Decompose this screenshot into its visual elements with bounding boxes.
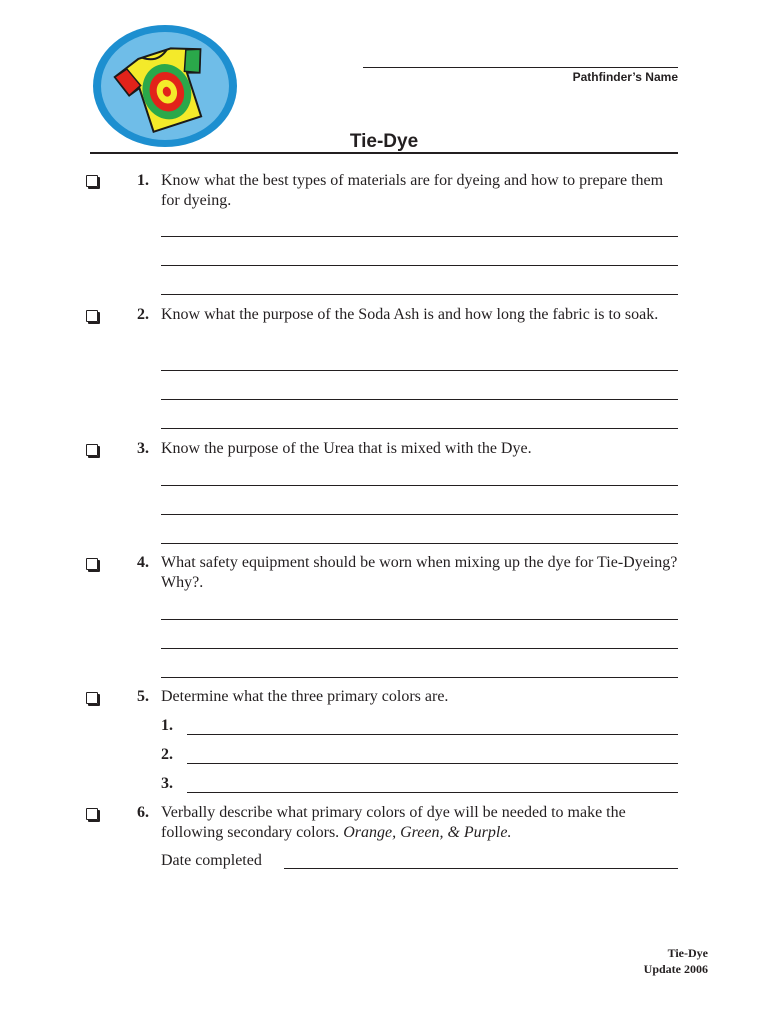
pathfinder-name-label: Pathfinder’s Name [572,70,678,84]
question-2-text: Know what the purpose of the Soda Ash is and how long the fabric is to soak. [161,306,659,323]
question-4-checkbox[interactable] [86,558,98,570]
answer-line[interactable] [161,485,678,486]
answer-line[interactable] [161,648,678,649]
question-4-number: 4. [137,554,149,571]
question-6-checkbox[interactable] [86,808,98,820]
question-3-text: Know the purpose of the Urea that is mixed with the Dye. [161,440,532,457]
question-1-text: Know what the best types of materials are for dyeing and how to prepare them for dyeing. [161,172,664,209]
primary-color-3-line[interactable] [187,792,678,793]
answer-line[interactable] [161,294,678,295]
primary-color-3-number: 3. [161,775,173,792]
footer [644,945,708,977]
primary-color-2-number: 2. [161,746,173,763]
answer-line[interactable] [161,514,678,515]
pathfinder-name-line[interactable] [363,67,678,68]
date-completed-line[interactable] [284,868,678,869]
primary-color-1-number: 1. [161,717,173,734]
question-5-text: Determine what the three primary colors are. [161,688,449,705]
question-2-checkbox[interactable] [86,310,98,322]
title-rule [90,152,678,154]
question-6-text [161,803,683,843]
primary-color-1-line[interactable] [187,734,678,735]
question-4-text: What safety equipment should be worn when mixing up the dye for Tie-Dyeing? Why?. [161,554,678,591]
footer-title: Tie-Dye [667,946,708,960]
question-1-checkbox[interactable] [86,175,98,187]
question-6-text-main: Verbally describe what primary colors of dye will be needed to make the following secondary colors. [161,804,626,841]
answer-line[interactable] [161,619,678,620]
answer-line[interactable] [161,543,678,544]
question-6-number: 6. [137,804,149,821]
question-1-number: 1. [137,172,149,189]
answer-line[interactable] [161,428,678,429]
primary-color-2-line[interactable] [187,763,678,764]
question-2-number: 2. [137,306,149,323]
answer-line[interactable] [161,236,678,237]
answer-line[interactable] [161,370,678,371]
answer-line[interactable] [161,399,678,400]
answer-line[interactable] [161,677,678,678]
question-3-checkbox[interactable] [86,444,98,456]
page-title: Tie-Dye [349,131,419,152]
question-5-checkbox[interactable] [86,692,98,704]
date-completed-label: Date completed [161,852,262,869]
question-3-number: 3. [137,440,149,457]
question-6-text-italic: Orange, Green, & Purple. [343,824,512,841]
footer-update: Update 2006 [643,962,708,976]
answer-line[interactable] [161,265,678,266]
question-5-number: 5. [137,688,149,705]
